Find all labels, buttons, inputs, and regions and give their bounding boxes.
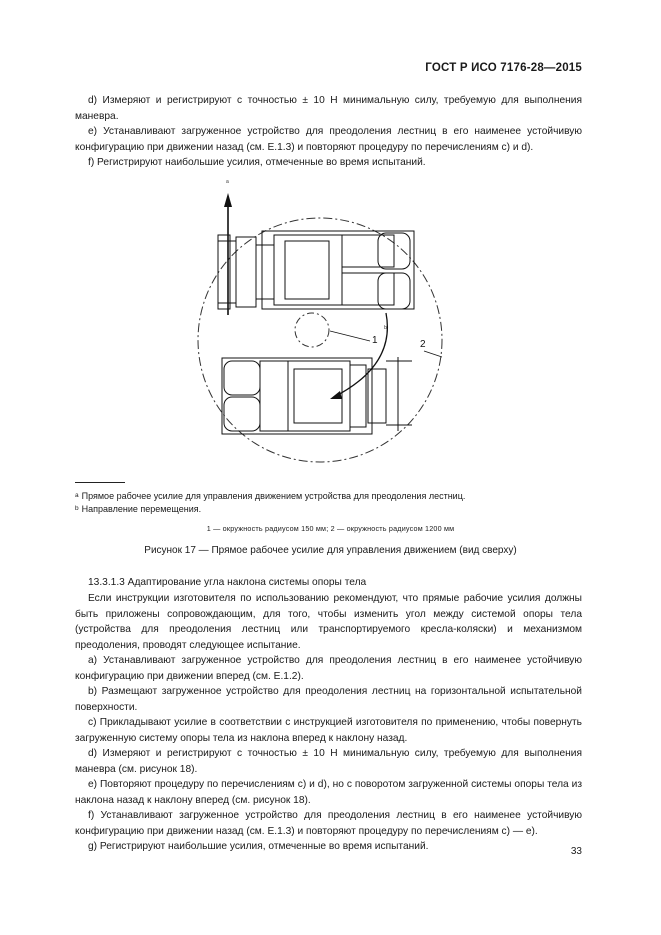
section-item-b: b) Размещают загруженное устройство для преодоления лестниц на горизонтальной испытательной поверхности.: [75, 686, 582, 713]
direction-arrow-curve: [330, 313, 387, 399]
marker-b: b: [384, 325, 387, 331]
section-item-e: e) Повторяют процедуру по перечислениям с) и d), но с поворотом загруженной системы опоры тела из наклона назад к наклону вперед (см. рисунок 18).: [75, 779, 582, 806]
section-item-a: a) Устанавливают загруженное устройство для преодоления лестниц в его наименее устойчивую конфигурацию при движении вперед (см. Е.1.2).: [75, 655, 582, 682]
section-item-c: c) Прикладывают усилие в соответствии с инструкцией изготовителя по применению, чтобы повернуть загруженную систему опоры тела из наклона вперед к наклону назад.: [75, 717, 582, 744]
device-top: [218, 231, 414, 309]
section-item-f: f) Устанавливают загруженное устройство для преодоления лестниц в его наименее устойчивую конфигурацию при движении назад (см. Е.1.3) и повторяют процедуру по перечислениям с) — е).: [75, 810, 582, 837]
figure-caption: Рисунок 17 — Прямое рабочее усилие для управления движением (вид сверху): [144, 545, 517, 556]
label-2: 2: [420, 339, 426, 350]
footnote-separator: [75, 482, 125, 483]
page-number: 33: [570, 846, 582, 857]
footnote-b: $^b$ Направление перемещения.: [75, 504, 202, 514]
section-item-d: d) Измеряют и регистрируют с точностью ± 10 Н минимальную силу, требуемую для выполнения маневра (см. рисунок 18).: [75, 748, 582, 775]
leader-2: [424, 351, 442, 357]
footnote-a: $^a$ Прямое рабочее усилие для управления движением устройства для преодоления лестниц.: [75, 491, 466, 501]
paragraph-e: e) Устанавливают загруженное устройство для преодоления лестниц в его наименее устойчивую конфигурацию при движении назад (см. Е.1.3) и повторяют процедуру по перечислениям с) и d).: [75, 126, 582, 153]
leader-1: [330, 331, 370, 341]
marker-a: a: [226, 179, 229, 185]
section-heading: 13.3.1.3 Адаптирование угла наклона системы опоры тела: [88, 577, 367, 588]
device-bottom: [222, 357, 412, 434]
paragraph-f: f) Регистрируют наибольшие усилия, отмеченные во время испытаний.: [88, 157, 426, 168]
section-paragraph-intro: Если инструкции изготовителя по использованию рекомендуют, что прямые рабочие усилия должны быть приложены сопровождающим, для того, чтобы изменить угол между системой опоры тела (устройства для преодоления лестниц или транспортируемого кресла-коляски) и механизмом преодоления, проводят следующее испытание.: [75, 593, 582, 651]
small-circle: [295, 313, 329, 347]
paragraph-d: d) Измеряют и регистрируют с точностью ± 10 Н минимальную силу, требуемую для выполнения маневра.: [75, 95, 582, 122]
figure-17-diagram: [170, 175, 470, 465]
label-1: 1: [372, 335, 378, 346]
figure-legend: 1 — окружность радиусом 150 мм; 2 — окружность радиусом 1200 мм: [206, 524, 455, 533]
force-arrow-up: [224, 193, 232, 315]
section-item-g: g) Регистрируют наибольшие усилия, отмеченные во время испытаний.: [88, 841, 429, 852]
document-header: ГОСТ Р ИСО 7176-28—2015: [425, 62, 582, 74]
